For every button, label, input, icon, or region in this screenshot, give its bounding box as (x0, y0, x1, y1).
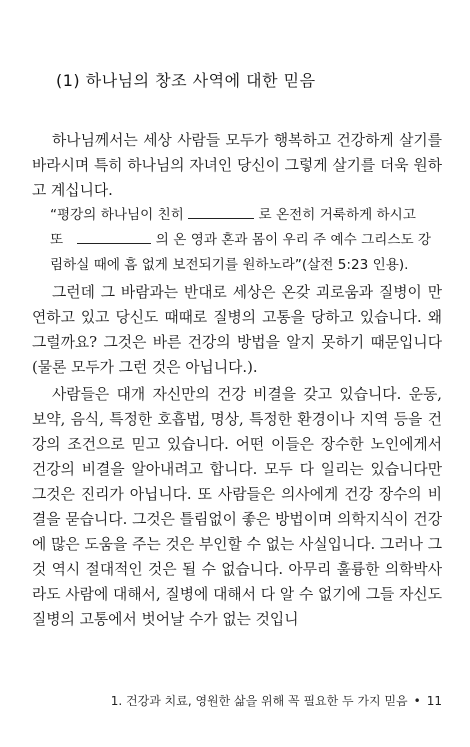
footer-chapter-title: 1. 건강과 치료, 영원한 삶을 위해 꼭 필요한 두 가지 믿음 (110, 694, 408, 708)
scripture-quote (32, 203, 442, 278)
quote-line-2 (50, 228, 442, 253)
footer-separator: • (413, 694, 421, 708)
quote-line-2-end: 의 온 영과 혼과 몸이 우리 주 예수 그리스도 강 (155, 232, 432, 248)
quote-line-3: 림하실 때에 흠 없게 보전되기를 원하노라”(살전 5:23 인용). (50, 257, 409, 273)
fill-in-blank (188, 208, 254, 219)
paragraph-2: 그런데 그 바람과는 반대로 세상은 온갖 괴로움과 질병이 만연하고 있고 당신도 때때로 질병의 고통을 당하고 있습니다. 왜 그럴까요? 그것은 바른 건강의 방법을 알지 못하기 때문입니다(물론 모두가 그런 것은 아닙니다.). (32, 284, 442, 376)
page-number: 11 (426, 694, 442, 708)
body-block-1 (32, 128, 442, 203)
body-block-3 (32, 382, 442, 632)
paragraph-1: 하나님께서는 세상 사람들 모두가 행복하고 건강하게 살기를 바라시며 특히 하나님의 자녀인 당신이 그렇게 살기를 더욱 원하고 계십니다. (32, 132, 442, 199)
body-block-2 (32, 280, 442, 380)
quote-line-1 (50, 203, 442, 228)
fill-in-blank (77, 233, 151, 244)
quote-line-2-start: 또 (50, 232, 64, 248)
section-heading: (1) 하나님의 창조 사역에 대한 믿음 (56, 71, 316, 90)
running-footer (111, 692, 442, 709)
quote-block (32, 203, 442, 278)
paragraph-3: 사람들은 대개 자신만의 건강 비결을 갖고 있습니다. 운동, 보약, 음식, 특정한 호흡법, 명상, 특정한 환경이나 지역 등을 건강의 조건으로 믿고 있습니다. 어떤 이들은 장수한 노인에게서 건강의 비결을 알아내려고 합니다. 모두 다 일리는 있습니다만 그것은 진리가 아닙니다. 또 사람들은 의사에게 건강 장수의 비결을 묻습니다. 그것은 틀림없이 좋은 방법이며 의학지식이 건강에 많은 도움을 주는 것은 부인할 수 없는 사실입니다. 그러나 그것 역시 절대적인 것은 될 수 없습니다. 아무리 훌륭한 의학박사라도 사람에 대해서, 질병에 대해서 다 알 수 없기에 그들 자신도 질병의 고통에서 벗어날 수가 없는 것입니 (32, 386, 442, 628)
quote-line-1-start: “평강의 하나님이 친히 (50, 207, 184, 223)
quote-line-1-end: 로 온전히 거룩하게 하시고 (258, 207, 416, 223)
